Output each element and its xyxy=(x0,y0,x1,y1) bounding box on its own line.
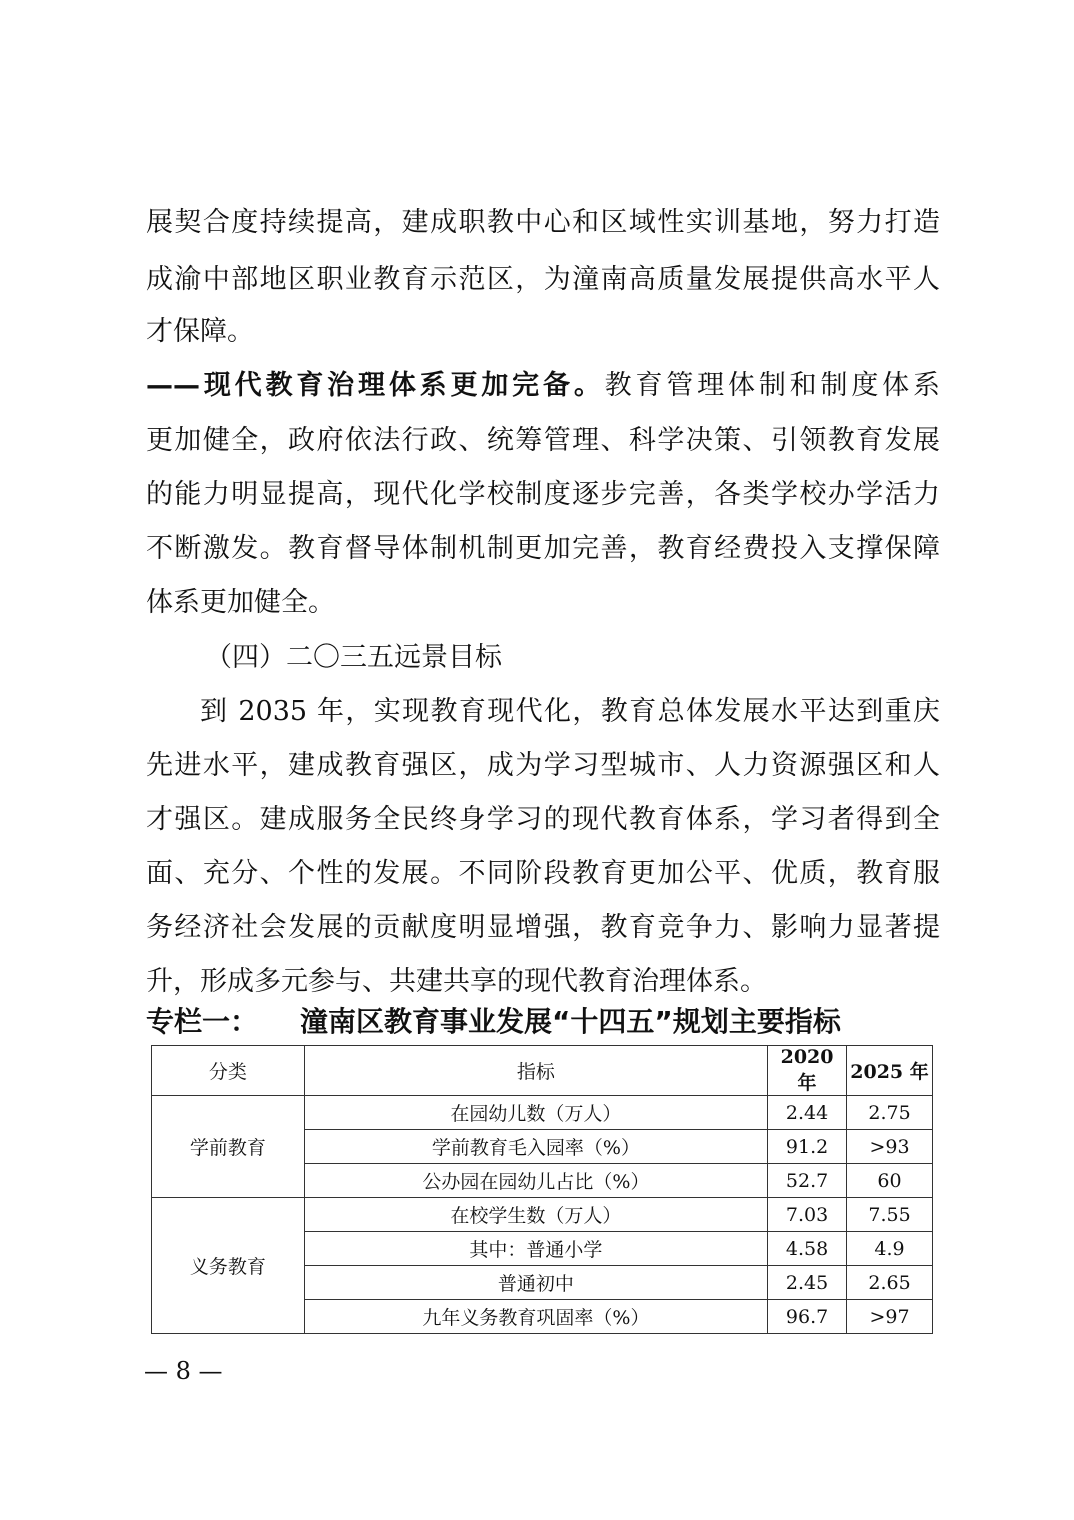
category-cell: 学前教育 xyxy=(152,1096,305,1198)
body-text-line xyxy=(146,366,940,406)
value-2020-cell: 52.7 xyxy=(768,1164,847,1198)
header-category: 分类 xyxy=(152,1046,305,1096)
box-label: 专栏一： xyxy=(146,1005,259,1038)
table-row xyxy=(152,1198,933,1232)
body-text-line: 才保障。 xyxy=(146,316,254,347)
box-title xyxy=(146,1002,841,1042)
value-2020-cell: 91.2 xyxy=(768,1130,847,1164)
indicators-table xyxy=(151,1045,933,1334)
section-heading: （四）二〇三五远景目标 xyxy=(205,642,502,673)
indicator-cell: 学前教育毛入园率（%） xyxy=(304,1130,767,1164)
body-text-line: 不断激发。教育督导体制机制更加完善，教育经费投入支撑保障 xyxy=(146,533,940,564)
body-text-line: 升，形成多元参与、共建共享的现代教育治理体系。 xyxy=(146,966,767,997)
body-text-line: 展契合度持续提高，建成职教中心和区域性实训基地，努力打造 xyxy=(146,207,940,238)
body-text-line: 到 2035 年，实现教育现代化，教育总体发展水平达到重庆 xyxy=(200,696,940,727)
table-row xyxy=(152,1096,933,1130)
section-lead-rest: 教育管理体制和制度体系 xyxy=(604,370,941,401)
body-text-line: 面、充分、个性的发展。不同阶段教育更加公平、优质，教育服 xyxy=(146,858,940,889)
body-text-line: 才强区。建成服务全民终身学习的现代教育体系，学习者得到全 xyxy=(146,804,940,835)
value-2025-cell: 2.65 xyxy=(847,1266,933,1300)
value-2025-cell: 60 xyxy=(847,1164,933,1198)
indicator-cell: 九年义务教育巩固率（%） xyxy=(304,1300,767,1334)
indicator-cell: 在园幼儿数（万人） xyxy=(304,1096,767,1130)
value-2025-cell: 4.9 xyxy=(847,1232,933,1266)
page-number: — 8 — xyxy=(144,1357,223,1385)
value-2025-cell: 2.75 xyxy=(847,1096,933,1130)
section-lead-bold: ——现代教育治理体系更加完备。 xyxy=(146,370,605,401)
body-text-line: 更加健全，政府依法行政、统筹管理、科学决策、引领教育发展 xyxy=(146,425,940,456)
value-2025-cell: >97 xyxy=(847,1300,933,1334)
header-2020: 2020 年 xyxy=(768,1046,847,1096)
box-name: 潼南区教育事业发展“十四五”规划主要指标 xyxy=(300,1005,841,1038)
value-2020-cell: 96.7 xyxy=(768,1300,847,1334)
value-2025-cell: 7.55 xyxy=(847,1198,933,1232)
indicator-cell: 普通初中 xyxy=(304,1266,767,1300)
value-2020-cell: 2.45 xyxy=(768,1266,847,1300)
value-2020-cell: 4.58 xyxy=(768,1232,847,1266)
body-text-line: 的能力明显提高，现代化学校制度逐步完善，各类学校办学活力 xyxy=(146,479,940,510)
body-text-line: 先进水平，建成教育强区，成为学习型城市、人力资源强区和人 xyxy=(146,750,940,781)
indicator-cell: 在校学生数（万人） xyxy=(304,1198,767,1232)
table-header-row xyxy=(152,1046,933,1096)
header-indicator: 指标 xyxy=(304,1046,767,1096)
category-cell: 义务教育 xyxy=(152,1198,305,1334)
value-2020-cell: 7.03 xyxy=(768,1198,847,1232)
header-2025: 2025 年 xyxy=(847,1046,933,1096)
value-2025-cell: >93 xyxy=(847,1130,933,1164)
indicator-cell: 其中：普通小学 xyxy=(304,1232,767,1266)
body-text-line: 成渝中部地区职业教育示范区，为潼南高质量发展提供高水平人 xyxy=(146,264,940,295)
body-text-line: 务经济社会发展的贡献度明显增强，教育竞争力、影响力显著提 xyxy=(146,912,940,943)
indicator-cell: 公办园在园幼儿占比（%） xyxy=(304,1164,767,1198)
body-text-line: 体系更加健全。 xyxy=(146,587,335,618)
value-2020-cell: 2.44 xyxy=(768,1096,847,1130)
